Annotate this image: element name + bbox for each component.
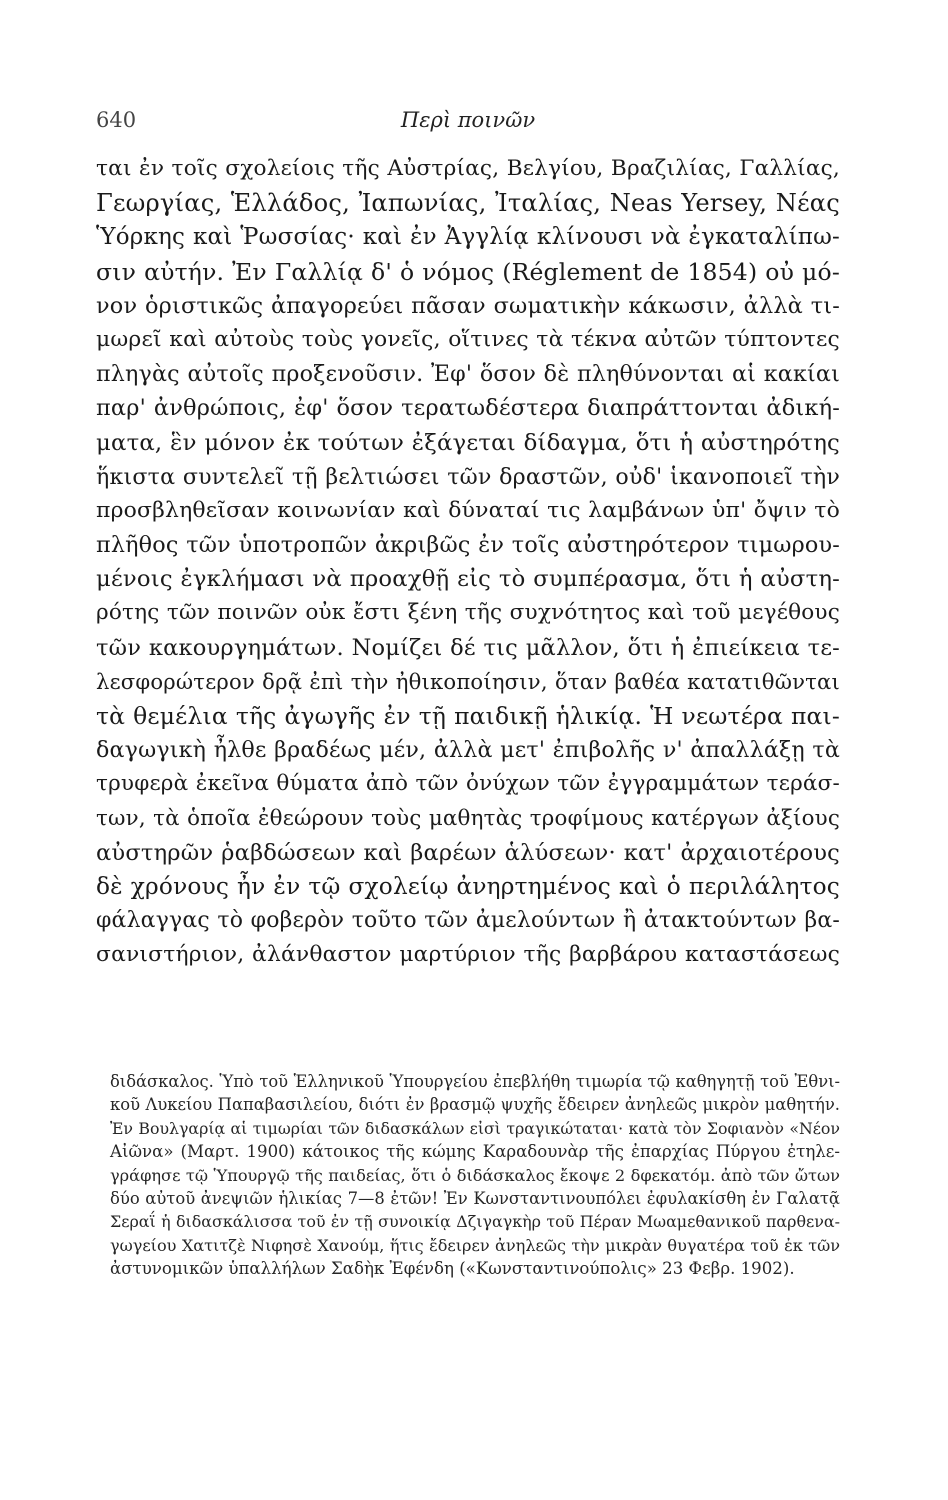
footnote-line: γωγείου Χατιτζὲ Νιφησὲ Χανούμ, ἥτις ἔδειρεν ἀνηλεῶς τὴν μικρὰν θυγατέρα τοῦ ἐκ τῶν <box>110 1235 840 1255</box>
running-title: Περὶ ποινῶν <box>400 108 536 132</box>
page-number: 640 <box>96 108 137 132</box>
text-line: Ὑόρκης καὶ Ῥωσσίας· καὶ ἐν Ἀγγλίᾳ κλίνουσι νὰ ἐγκαταλίπω- <box>96 224 840 251</box>
main-text-body <box>96 152 840 973</box>
text-line: τρυφερὰ ἐκεῖνα θύματα ἀπὸ τῶν ὀνύχων τῶν ἐγγραμμάτων τεράσ- <box>96 771 840 797</box>
footnote-line: κοῦ Λυκείου Παπαβασιλείου, διότι ἐν βρασμῷ ψυχῆς ἔδειρεν ἀνηλεῶς μικρὸν μαθητήν. <box>110 1095 840 1115</box>
text-line: αὐστηρῶν ῥαβδώσεων καὶ βαρέων ἁλύσεων· κατ' ἀρχαιοτέρους <box>96 839 840 866</box>
text-line: μωρεῖ καὶ αὐτοὺς τοὺς γονεῖς, οἵτινες τὰ τέκνα αὐτῶν τύπτοντες <box>96 326 840 352</box>
page-header <box>96 108 840 140</box>
footnote-line: Ἐν Βουλγαρίᾳ αἱ τιμωρίαι τῶν διδασκάλων εἰσὶ τραγικώταται· κατὰ τὸν Σοφιανὸν «Νέον <box>110 1118 840 1138</box>
text-line: παρ' ἀνθρώποις, ἐφ' ὅσον τερατωδέστερα διαπράττονται ἀδική- <box>96 395 840 422</box>
text-line: δὲ χρόνους ἦν ἐν τῷ σχολείῳ ἀνηρτημένος καὶ ὁ περιλάλητος <box>96 872 840 900</box>
text-line: τὰ θεμέλια τῆς ἀγωγῆς ἐν τῇ παιδικῇ ἡλικίᾳ. Ἡ νεωτέρα παι- <box>96 702 840 730</box>
text-line: πλῆθος τῶν ὑποτροπῶν ἀκριβῶς ἐν τοῖς αὐστηρότερον τιμωρου- <box>96 532 840 559</box>
text-line: πληγὰς αὐτοῖς προξενοῦσιν. Ἐφ' ὅσον δὲ πληθύνονται αἱ κακίαι <box>96 361 840 388</box>
text-line: νον ὁριστικῶς ἀπαγορεύει πᾶσαν σωματικὴν κάκωσιν, ἀλλὰ τι- <box>96 292 840 319</box>
text-line: σανιστήριον, ἀλάνθαστον μαρτύριον τῆς βαρβάρου καταστάσεως <box>96 942 840 968</box>
text-line: των, τὰ ὁποῖα ἐθεώρουν τοὺς μαθητὰς τροφίμους κατέργων ἀξίους <box>96 805 840 831</box>
text-line: ἥκιστα συντελεῖ τῇ βελτιώσει τῶν δραστῶν, οὐδ' ἱκανοποιεῖ τὴν <box>96 463 840 490</box>
footnote-line: ἀστυνομικῶν ὑπαλλήλων Σαδὴκ Ἐφένδη («Κωνσταντινούπολις» 23 Φεβρ. 1902). <box>110 1259 795 1279</box>
text-line: φάλαγγας τὸ φοβερὸν τοῦτο τῶν ἀμελούντων ἢ ἀτακτούντων βα- <box>96 908 840 934</box>
text-line: δαγωγικὴ ἦλθε βραδέως μέν, ἀλλὰ μετ' ἐπιβολῆς ν' ἀπαλλάξῃ τὰ <box>96 737 840 764</box>
footnote <box>110 1070 840 1281</box>
footnote-line: Σεραΐ ἡ διδασκάλισσα τοῦ ἐν τῇ συνοικίᾳ Δζιγαγκὴρ τοῦ Πέραν Μωαμεθανικοῦ παρθενα- <box>110 1212 840 1232</box>
footnote-line: γράφησε τῷ Ὑπουργῷ τῆς παιδείας, ὅτι ὁ διδάσκαλος ἔκοψε 2 δφεκατόμ. ἀπὸ τῶν ὤτων <box>110 1165 840 1185</box>
footnote-line: Αἰῶνα» (Μαρτ. 1900) κάτοικος τῆς κώμης Καραδουνὰρ τῆς ἐπαρχίας Πύργου ἐτηλε- <box>110 1142 840 1162</box>
text-line: τῶν κακουργημάτων. Νομίζει δέ τις μᾶλλον, ὅτι ἡ ἐπιείκεια τε- <box>96 634 840 661</box>
text-line: μένοις ἐγκλήμασι νὰ προαχθῇ εἰς τὸ συμπέρασμα, ὅτι ἡ αὐστη- <box>96 566 840 593</box>
footnote-line: δύο αὐτοῦ ἀνεψιῶν ἡλικίας 7—8 ἐτῶν! Ἐν Κωνσταντινουπόλει ἐφυλακίσθη ἐν Γαλατᾷ <box>110 1188 840 1208</box>
text-line: ρότης τῶν ποινῶν οὐκ ἔστι ξένη τῆς συχνότητος καὶ τοῦ μεγέθους <box>96 600 840 626</box>
footnote-line: διδάσκαλος. Ὑπὸ τοῦ Ἑλληνικοῦ Ὑπουργείου ἐπεβλήθη τιμωρία τῷ καθηγητῇ τοῦ Ἐθνι- <box>110 1072 840 1091</box>
text-line: ματα, ἓν μόνον ἐκ τούτων ἐξάγεται δίδαγμα, ὅτι ἡ αὐστηρότης <box>96 429 840 456</box>
text-line: λεσφορώτερον δρᾷ ἐπὶ τὴν ἠθικοποίησιν, ὅταν βαθέα κατατιθῶνται <box>96 668 840 694</box>
text-line: ται ἐν τοῖς σχολείοις τῆς Αὐστρίας, Βελγίου, Βραζιλίας, Γαλλίας, <box>96 156 840 181</box>
text-line: προσβληθεῖσαν κοινωνίαν καὶ δύναταί τις λαμβάνων ὑπ' ὄψιν τὸ <box>96 497 840 523</box>
text-line: Γεωργίας, Ἑλλάδος, Ἰαπωνίας, Ἰταλίας, Neas Yersey, Νέας <box>96 189 840 218</box>
text-line: σιν αὐτήν. Ἐν Γαλλίᾳ δ' ὁ νόμος (Réglement de 1854) οὐ μό- <box>96 257 840 286</box>
